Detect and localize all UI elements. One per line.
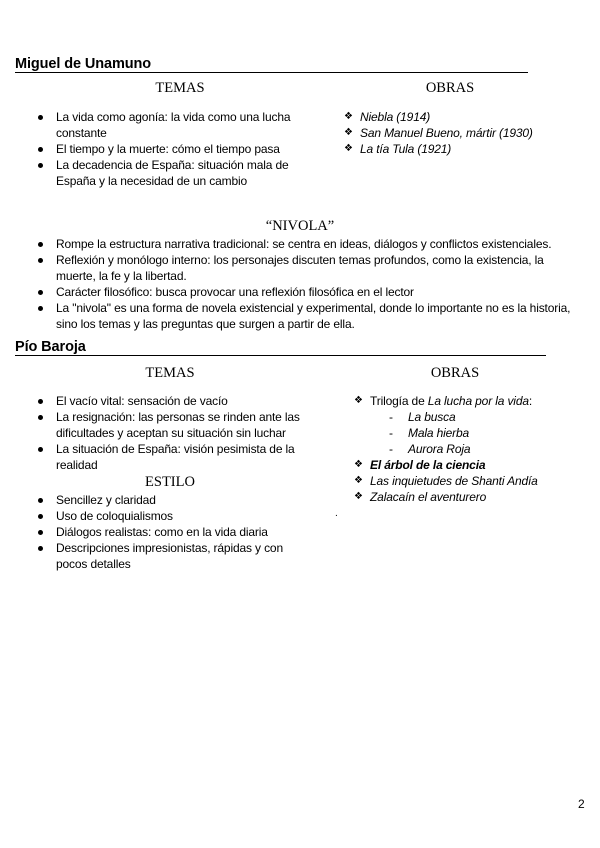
diamond-bullet-icon: ❖: [344, 127, 353, 138]
list-item: ❖ La tía Tula (1921): [344, 142, 452, 156]
obras-list-unamuno: [344, 109, 584, 157]
list-item: El tiempo y la muerte: cómo el tiempo pasa: [15, 141, 310, 157]
list-item: Reflexión y monólogo interno: los personajes discuten temas profundos, como la existencia, la muerte, la fe y la libertad.: [15, 252, 575, 284]
temas-list-baroja: [15, 393, 315, 473]
temas-heading-baroja: TEMAS: [145, 365, 195, 381]
obras-heading-unamuno: OBRAS: [425, 80, 475, 96]
bullet-icon: [38, 498, 43, 503]
list-item: La situación de España: visión pesimista de la realidad: [15, 441, 315, 473]
list-item: La vida como agonía: la vida como una lucha constante: [15, 109, 310, 141]
list-item: Carácter filosófico: busca provocar una reflexión filosófica en el lector: [15, 284, 575, 300]
list-item: - Aurora Roja: [389, 442, 471, 456]
list-item: ❖ Niebla (1914): [344, 110, 431, 124]
diamond-bullet-icon: ❖: [344, 111, 353, 122]
list-item: - Mala hierba: [389, 426, 470, 440]
bullet-icon: [38, 242, 43, 247]
list-item: Diálogos realistas: como en la vida diaria: [15, 524, 315, 540]
bullet-icon: [38, 147, 43, 152]
bullet-icon: [38, 546, 43, 551]
dash-bullet: -: [389, 426, 393, 440]
list-item: El vacío vital: sensación de vacío: [15, 393, 315, 409]
bullet-icon: [38, 290, 43, 295]
dash-bullet: -: [389, 442, 393, 456]
list-item: La resignación: las personas se rinden ante las dificultades y aceptan su situación sin luchar: [15, 409, 315, 441]
list-item: ❖ San Manuel Bueno, mártir (1930): [344, 126, 533, 140]
bullet-icon: [38, 115, 43, 120]
page-number: 2: [578, 797, 585, 811]
temas-list-unamuno: [15, 109, 310, 189]
stray-mark: .: [335, 508, 338, 519]
dash-bullet: -: [389, 410, 393, 424]
list-item: La decadencia de España: situación mala de España y la necesidad de un cambio: [15, 157, 310, 189]
bullet-icon: [38, 447, 43, 452]
list-item: ❖ Las inquietudes de Shanti Andía: [354, 474, 538, 488]
trilogia-sublist: [370, 409, 594, 457]
nivola-heading: “NIVOLA”: [265, 218, 335, 234]
obras-list-baroja: [354, 393, 594, 505]
obras-heading-baroja: OBRAS: [430, 365, 480, 381]
list-item: La "nivola" es una forma de novela existencial y experimental, donde lo importante no es la historia, sino los temas y las preguntas que surgen a partir de ella.: [15, 300, 575, 332]
list-item: - La busca: [389, 410, 456, 424]
list-item: Uso de coloquialismos: [15, 508, 315, 524]
bullet-icon: [38, 258, 43, 263]
author-heading-unamuno: Miguel de Unamuno: [15, 56, 528, 73]
diamond-bullet-icon: ❖: [354, 491, 363, 502]
list-item: Rompe la estructura narrativa tradicional: se centra en ideas, diálogos y conflictos existenciales.: [15, 236, 575, 252]
diamond-bullet-icon: ❖: [354, 459, 363, 470]
author-heading-baroja: Pío Baroja: [15, 339, 546, 356]
diamond-bullet-icon: ❖: [344, 143, 353, 154]
bullet-icon: [38, 399, 43, 404]
list-item: ❖ Trilogía de La lucha por la vida: - La busca - Mala hierba - Aurora Roja: [354, 393, 594, 457]
list-item: Descripciones impresionistas, rápidas y con pocos detalles: [15, 540, 315, 572]
estilo-heading-baroja: ESTILO: [145, 474, 195, 490]
diamond-bullet-icon: ❖: [354, 395, 363, 406]
bullet-icon: [38, 163, 43, 168]
bullet-icon: [38, 530, 43, 535]
bullet-icon: [38, 415, 43, 420]
nivola-list: [15, 236, 575, 332]
bullet-icon: [38, 514, 43, 519]
list-item: ❖ Zalacaín el aventurero: [354, 490, 487, 504]
temas-heading-unamuno: TEMAS: [155, 80, 205, 96]
list-item: Sencillez y claridad: [15, 492, 315, 508]
estilo-list-baroja: [15, 492, 315, 572]
diamond-bullet-icon: ❖: [354, 475, 363, 486]
list-item: ❖ El árbol de la ciencia: [354, 458, 486, 472]
bullet-icon: [38, 306, 43, 311]
